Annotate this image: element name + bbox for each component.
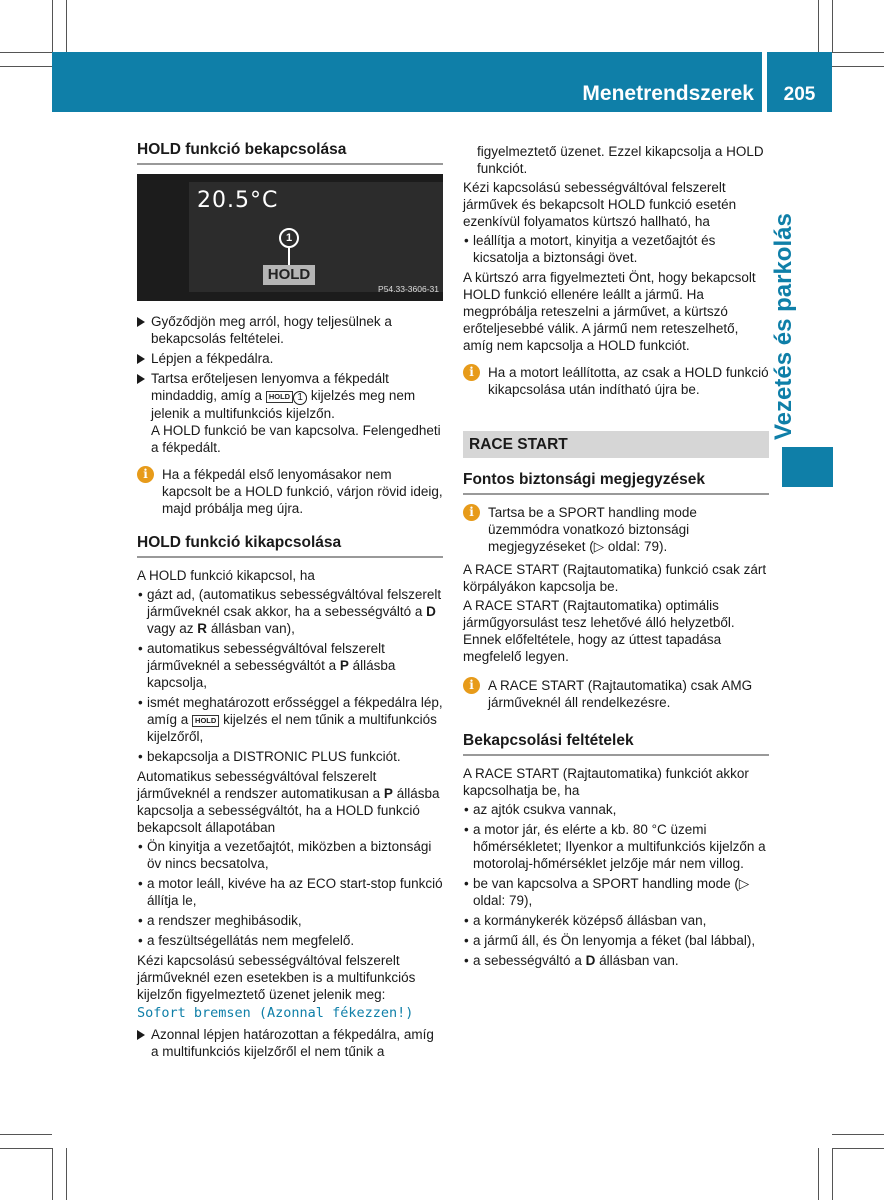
info-icon: i xyxy=(463,364,480,381)
list-item: • leállítja a motort, kinyitja a vezetőajtót és kicsatolja a biztonsági övet. xyxy=(463,232,769,266)
section-title: Menetrendszerek xyxy=(582,82,754,105)
step-item: Azonnal lépjen határozottan a fékpedálra, amíg a multifunkciós kijelzőről el nem tűnik a xyxy=(137,1026,443,1060)
hold-indicator: HOLD xyxy=(263,265,315,285)
step-result: A HOLD funkció be van kapcsolva. Felengedheti a fékpedált. xyxy=(151,423,441,455)
info-icon: i xyxy=(463,504,480,521)
step-item: Győződjön meg arról, hogy teljesülnek a bekapcsolás feltételei. xyxy=(137,313,443,347)
crop-mark xyxy=(52,0,53,52)
list-item: • a rendszer meghibásodik, xyxy=(137,912,443,929)
step-arrow-icon xyxy=(137,1030,145,1040)
crop-mark xyxy=(66,0,67,52)
page-number: 205 xyxy=(783,84,816,105)
callout-line xyxy=(288,248,290,265)
hold-symbol-icon: HOLD xyxy=(192,715,219,727)
crop-mark xyxy=(52,1148,53,1200)
crop-mark xyxy=(832,1134,884,1135)
list-item: • be van kapcsolva a SPORT handling mode (▷ oldal: 79), xyxy=(463,875,769,909)
paragraph: A kürtszó arra figyelmezteti Önt, hogy bekapcsolt HOLD funkció ellenére leállt a jármű. Ha megpróbálja reteszelni a járművet, a kürtszó erőteljesebbé válik. A jármű nem reteszelhető, amíg nem kapcsolja a HOLD funkciót. xyxy=(463,270,756,353)
bullet-list xyxy=(463,801,769,969)
right-column xyxy=(463,143,769,972)
list-item: • az ajtók csukva vannak, xyxy=(463,801,769,818)
bullet-list xyxy=(137,586,443,765)
step-arrow-icon xyxy=(137,374,145,384)
bullet-list xyxy=(463,232,769,266)
crop-mark xyxy=(832,1148,833,1200)
crop-mark xyxy=(0,1148,52,1149)
crop-mark xyxy=(818,1148,819,1200)
list-item: • Ön kinyitja a vezetőajtót, miközben a biztonsági öv nincs becsatolva, xyxy=(137,838,443,872)
section-header-race-start: RACE START xyxy=(463,431,769,458)
crop-mark xyxy=(832,1148,884,1149)
paragraph: Automatikus sebességváltóval felszerelt járműveknél a rendszer automatikusan a P állásba kapcsolja a sebességváltót, ha a HOLD funkció bekapcsolt állapotában xyxy=(137,769,440,835)
header-bar xyxy=(52,52,762,112)
bullet-list xyxy=(137,838,443,949)
heading-hold-on: HOLD funkció bekapcsolása xyxy=(137,140,443,165)
display-message: Sofort bremsen (Azonnal fékezzen!) xyxy=(137,1005,414,1021)
paragraph: A HOLD funkció kikapcsol, ha xyxy=(137,568,315,583)
display-temperature: 20.5°C xyxy=(197,188,279,213)
info-note: i Ha a fékpedál első lenyomásakor nem kapcsolt be a HOLD funkció, várjon rövid ideig, majd próbálja meg újra. xyxy=(137,466,443,517)
step-arrow-icon xyxy=(137,317,145,327)
paragraph: Kézi kapcsolású sebességváltóval felszerelt járművek és bekapcsolt HOLD funkció esetén ezenkívül folyamatos kürtszó hallható, ha xyxy=(463,180,737,229)
left-column xyxy=(137,140,443,1063)
step-arrow-icon xyxy=(137,354,145,364)
step-item: Lépjen a fékpedálra. xyxy=(137,350,443,367)
crop-mark xyxy=(818,0,819,52)
side-tab-label: Vezetés és parkolás xyxy=(770,213,797,440)
list-item: • a feszültségellátás nem megfelelő. xyxy=(137,932,443,949)
info-icon: i xyxy=(137,466,154,483)
step-item: Tartsa erőteljesen lenyomva a fékpedált mindaddig, amíg a HOLD 1 kijelzés meg nem jelenik a multifunkciós kijelzőn. A HOLD funkció be van kapcsolva. Felengedheti a fékpedált. xyxy=(137,370,443,456)
paragraph: figyelmeztető üzenet. Ezzel kikapcsolja a HOLD funkciót. xyxy=(477,144,764,176)
crop-mark xyxy=(832,52,884,53)
paragraph: A RACE START (Rajtautomatika) funkció csak zárt körpályákon kapcsolja be. xyxy=(463,562,767,594)
multifunction-display-image xyxy=(137,174,443,301)
list-item: • a motor leáll, kivéve ha az ECO start-stop funkció állítja le, xyxy=(137,875,443,909)
info-note: i Ha a motort leállította, az csak a HOLD funkció kikapcsolása után indítható újra be. xyxy=(463,364,769,398)
info-icon: i xyxy=(463,677,480,694)
list-item: • a sebességváltó a D állásban van. xyxy=(463,952,769,969)
heading-hold-off: HOLD funkció kikapcsolása xyxy=(137,533,443,558)
heading-safety-notes: Fontos biztonsági megjegyzések xyxy=(463,470,769,495)
side-tab-marker xyxy=(782,447,833,487)
crop-mark xyxy=(832,66,884,67)
list-item: • a motor jár, és elérte a kb. 80 °C üzemi hőmérsékletet; Ilyenkor a multifunkciós kijelzőn a motorolaj-hőmérséklet jelzője már nem villog. xyxy=(463,821,769,872)
list-item: • gázt ad, (automatikus sebességváltóval felszerelt járműveknél csak akkor, ha a sebességváltó a D vagy az R állásban van), xyxy=(137,586,443,637)
crop-mark xyxy=(832,0,833,52)
paragraph: A RACE START (Rajtautomatika) funkciót akkor kapcsolhatja be, ha xyxy=(463,766,749,798)
info-note: i A RACE START (Rajtautomatika) csak AMG járműveknél áll rendelkezésre. xyxy=(463,677,769,711)
callout-number: 1 xyxy=(293,391,307,405)
callout-number: 1 xyxy=(279,228,299,248)
paragraph: Kézi kapcsolású sebességváltóval felszerelt járműveknél ezen esetekben is a multifunkciós kijelzőn figyelmeztető üzenet jelenik meg: xyxy=(137,953,416,1002)
list-item: • bekapcsolja a DISTRONIC PLUS funkciót. xyxy=(137,748,443,765)
crop-mark xyxy=(66,1148,67,1200)
list-item: • ismét meghatározott erősséggel a fékpedálra lép, amíg a HOLD kijelzés el nem tűnik a multifunkciós kijelzőről, xyxy=(137,694,443,745)
heading-activation-conditions: Bekapcsolási feltételek xyxy=(463,731,769,756)
image-reference: P54.33-3606-31 xyxy=(378,284,439,294)
info-note: i Tartsa be a SPORT handling mode üzemmódra vonatkozó biztonsági megjegyzéseket (▷ oldal: 79). xyxy=(463,504,769,555)
hold-symbol-icon: HOLD xyxy=(266,391,293,403)
crop-mark xyxy=(0,66,52,67)
list-item: • a jármű áll, és Ön lenyomja a féket (bal lábbal), xyxy=(463,932,769,949)
crop-mark xyxy=(0,1134,52,1135)
crop-mark xyxy=(0,52,52,53)
paragraph: A RACE START (Rajtautomatika) optimális járműgyorsulást tesz lehetővé álló helyzetből. Ennek előfeltétele, hogy az úttest tapadása megfelelő legyen. xyxy=(463,598,735,664)
list-item: • a kormánykerék középső állásban van, xyxy=(463,912,769,929)
list-item: • automatikus sebességváltóval felszerelt járműveknél a sebességváltót a P állásba kapcsolja, xyxy=(137,640,443,691)
page-number-box xyxy=(767,52,832,112)
